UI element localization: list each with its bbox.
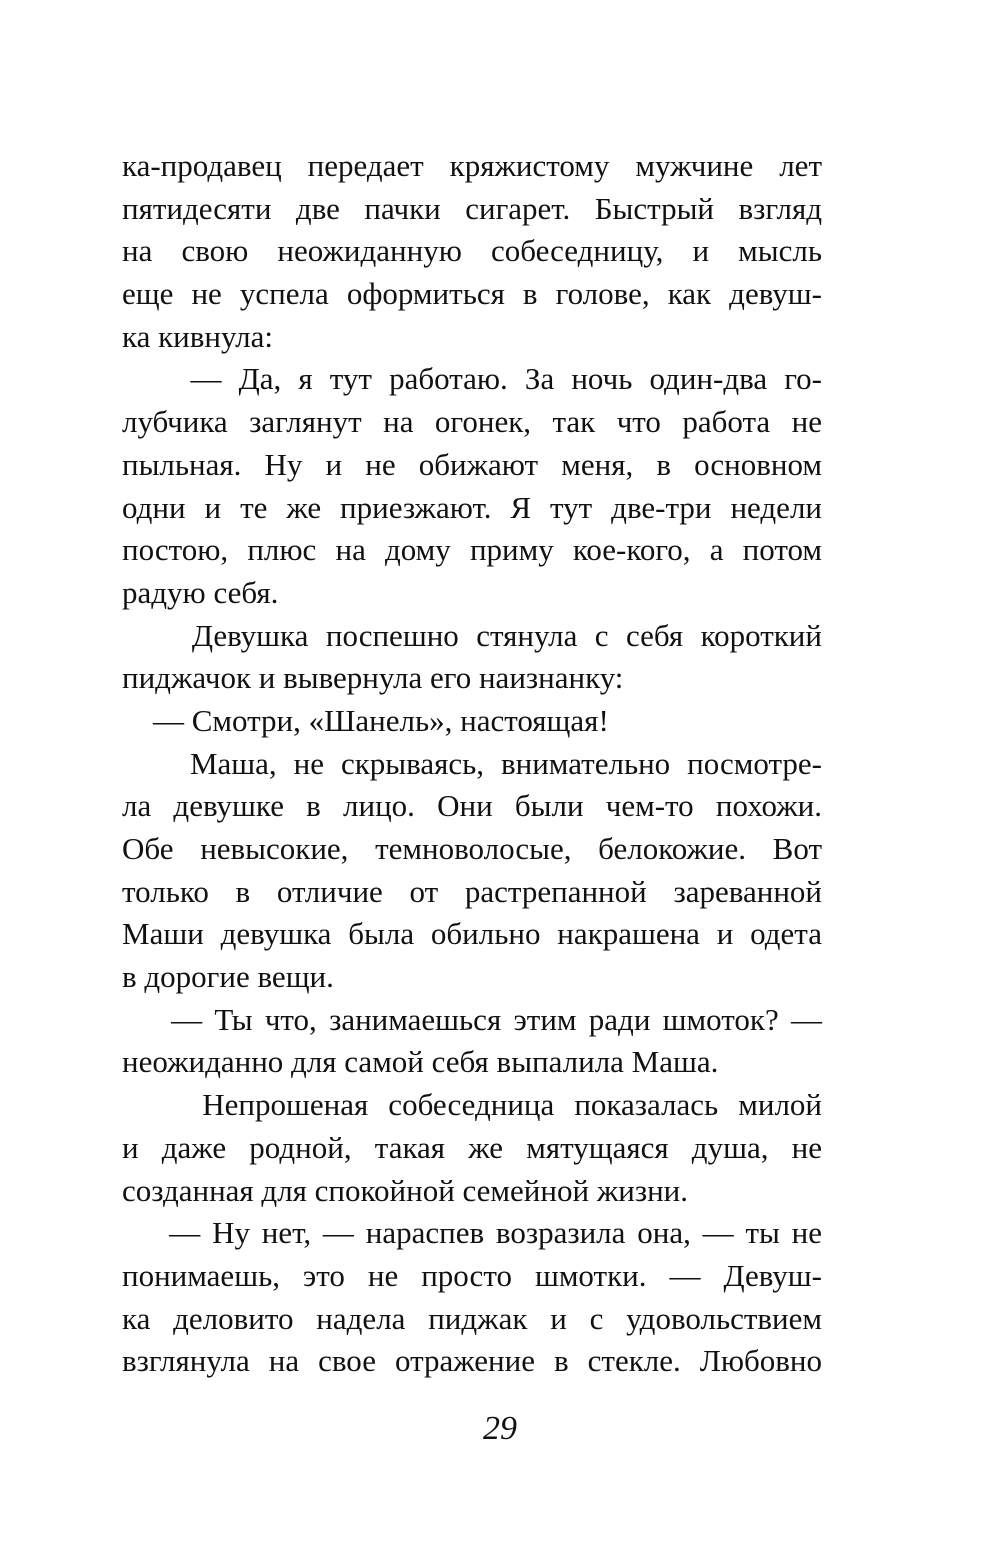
text-line: понимаешь, это не просто шмотки. — Девуш- — [122, 1257, 822, 1293]
text-line: на свою неожиданную собеседницу, и мысль — [122, 233, 822, 269]
body-text — [122, 145, 822, 1383]
text-line: неожиданно для самой себя выпалила Маша. — [122, 1044, 719, 1080]
text-line: взглянула на свое отражение в стекле. Любовно — [122, 1343, 822, 1379]
text-line: еще не успела оформиться в голове, как девуш- — [122, 276, 822, 312]
text-line: Маши девушка была обильно накрашена и одета — [122, 916, 822, 952]
text-line: и даже родной, такая же мятущаяся душа, не — [122, 1129, 822, 1165]
text-line: Девушка поспешно стянула с себя короткий — [122, 617, 822, 653]
text-line: Маша, не скрываясь, внимательно посмотре- — [122, 745, 822, 781]
text-line: в дорогие вещи. — [122, 959, 334, 995]
text-line: пиджачок и вывернула его наизнанку: — [122, 660, 624, 696]
text-line: созданная для спокойной семейной жизни. — [122, 1172, 689, 1208]
text-line: Непрошеная собеседница показалась милой — [122, 1087, 822, 1123]
text-line: лубчика заглянут на огонек, так что работа не — [122, 404, 822, 440]
text-line: — Ну нет, — нараспев возразила она, — ты не — [122, 1215, 822, 1251]
text-line: ка кивнула: — [122, 318, 273, 354]
text-line: Обе невысокие, темноволосые, белокожие. Вот — [122, 831, 822, 866]
text-line: — Смотри, «Шанель», настоящая! — [122, 702, 609, 738]
text-line: ка-продавец передает кряжистому мужчине лет — [122, 148, 822, 183]
text-line: только в отличие от растрепанной зареванной — [122, 873, 822, 909]
text-line: постою, плюс на дому приму кое-кого, а потом — [122, 532, 822, 568]
text-line: одни и те же приезжают. Я тут две-три недели — [122, 489, 822, 525]
page-number: 29 — [483, 1410, 517, 1447]
text-line: ка деловито надела пиджак и с удовольствием — [122, 1300, 822, 1336]
text-line: — Ты что, занимаешься этим ради шмоток? — — [122, 1001, 822, 1037]
text-line: пятидесяти две пачки сигарет. Быстрый взгляд — [122, 190, 822, 226]
text-line: ла девушке в лицо. Они были чем-то похожи. — [122, 788, 822, 824]
text-line: пыльная. Ну и не обижают меня, в основном — [122, 446, 822, 482]
text-line: — Да, я тут работаю. За ночь один-два го- — [122, 361, 822, 397]
text-line: радую себя. — [122, 574, 279, 610]
